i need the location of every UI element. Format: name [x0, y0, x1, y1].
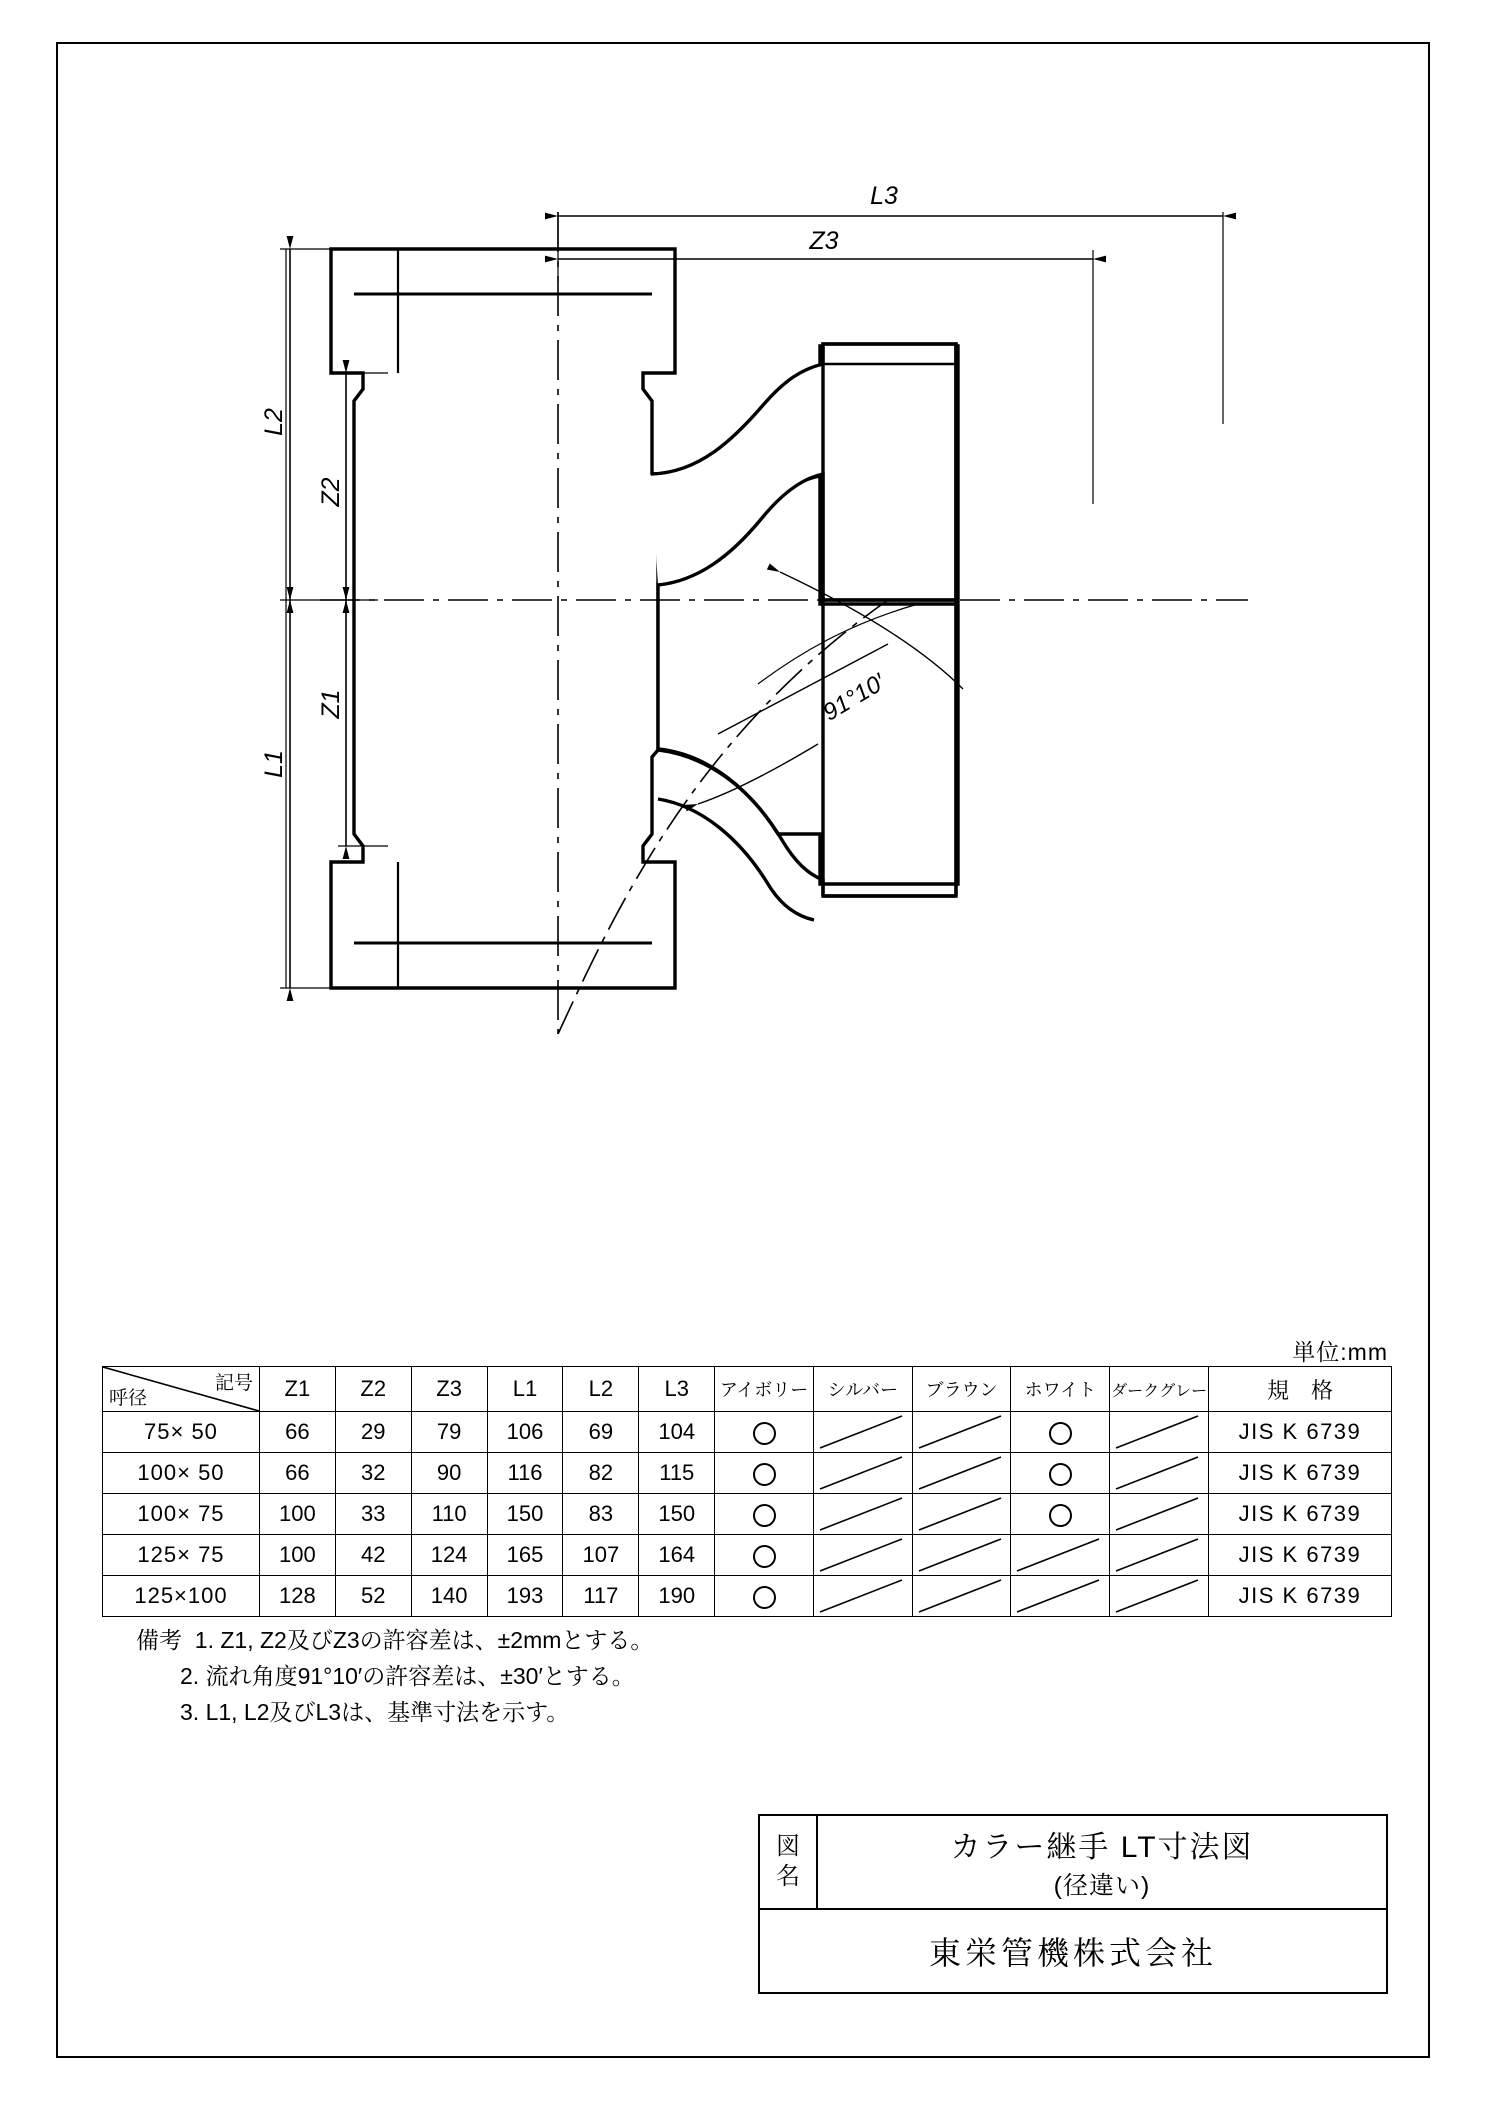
- cell-l1: 150: [487, 1494, 563, 1535]
- table-row: [103, 1453, 1392, 1494]
- drawing-sheet: [56, 42, 1430, 2058]
- availability-circle-icon: [753, 1463, 776, 1486]
- cell-color-silver: [813, 1412, 912, 1453]
- col-header-l3: L3: [639, 1367, 715, 1412]
- corner-nominal-label: 呼径: [109, 1388, 148, 1409]
- cell-standard: JIS K 6739: [1208, 1576, 1391, 1617]
- cell-l2: 83: [563, 1494, 639, 1535]
- drawing-title-line2: (径違い): [1053, 1872, 1151, 1900]
- technical-drawing: [58, 44, 1432, 1344]
- cell-z3: 79: [411, 1412, 487, 1453]
- cell-l2: 107: [563, 1535, 639, 1576]
- note-item-3: 3. L1, L2及びL3は、基準寸法を示す。: [180, 1699, 570, 1725]
- cell-z3: 90: [411, 1453, 487, 1494]
- cell-z1: 128: [259, 1576, 335, 1617]
- cell-color-white: [1011, 1535, 1110, 1576]
- title-block-label-line2: 名: [776, 1863, 800, 1890]
- cell-color-white: [1011, 1494, 1110, 1535]
- cell-l2: 82: [563, 1453, 639, 1494]
- availability-circle-icon: [1049, 1463, 1072, 1486]
- availability-circle-icon: [753, 1504, 776, 1527]
- cell-l1: 165: [487, 1535, 563, 1576]
- cell-l2: 69: [563, 1412, 639, 1453]
- note-item-1: 1. Z1, Z2及びZ3の許容差は、±2mmとする。: [194, 1627, 654, 1653]
- col-header-silver: シルバー: [813, 1367, 912, 1412]
- cell-l1: 193: [487, 1576, 563, 1617]
- availability-circle-icon: [753, 1545, 776, 1568]
- cell-color-brown: [912, 1453, 1011, 1494]
- dimension-label-L1: L1: [260, 750, 288, 778]
- col-header-white: ホワイト: [1011, 1367, 1110, 1412]
- cell-z3: 110: [411, 1494, 487, 1535]
- cell-color-silver: [813, 1453, 912, 1494]
- col-header-l2: L2: [563, 1367, 639, 1412]
- title-block-top: [760, 1816, 1386, 1910]
- cell-standard: JIS K 6739: [1208, 1535, 1391, 1576]
- cell-l1: 116: [487, 1453, 563, 1494]
- col-header-z3: Z3: [411, 1367, 487, 1412]
- cell-nominal-size: 75× 50: [103, 1412, 260, 1453]
- cell-l2: 117: [563, 1576, 639, 1617]
- cell-nominal-size: 125× 75: [103, 1535, 260, 1576]
- cell-standard: JIS K 6739: [1208, 1412, 1391, 1453]
- cell-color-brown: [912, 1535, 1011, 1576]
- cell-color-ivory: [715, 1453, 814, 1494]
- cell-color-ivory: [715, 1412, 814, 1453]
- cell-nominal-size: 125×100: [103, 1576, 260, 1617]
- col-header-standard: 規 格: [1208, 1367, 1391, 1412]
- cell-nominal-size: 100× 75: [103, 1494, 260, 1535]
- cell-standard: JIS K 6739: [1208, 1453, 1391, 1494]
- cell-z2: 52: [335, 1576, 411, 1617]
- col-header-ivory: アイボリー: [715, 1367, 814, 1412]
- cell-l3: 104: [639, 1412, 715, 1453]
- title-block-label-line1: 図: [776, 1833, 800, 1860]
- cell-color-darkgray: [1110, 1453, 1209, 1494]
- cell-z2: 32: [335, 1453, 411, 1494]
- cell-l3: 164: [639, 1535, 715, 1576]
- note-line-3: [180, 1694, 653, 1730]
- cell-l3: 115: [639, 1453, 715, 1494]
- cell-l3: 190: [639, 1576, 715, 1617]
- title-block-title: [818, 1816, 1386, 1908]
- col-header-darkgray: ダークグレー: [1110, 1367, 1209, 1412]
- specification-table: [102, 1366, 1392, 1617]
- col-header-z2: Z2: [335, 1367, 411, 1412]
- cell-z2: 33: [335, 1494, 411, 1535]
- cell-z1: 100: [259, 1494, 335, 1535]
- cell-color-darkgray: [1110, 1412, 1209, 1453]
- availability-circle-icon: [1049, 1422, 1072, 1445]
- cell-color-brown: [912, 1412, 1011, 1453]
- cell-color-white: [1011, 1412, 1110, 1453]
- cell-color-silver: [813, 1576, 912, 1617]
- cell-z2: 42: [335, 1535, 411, 1576]
- fitting-drawing-svg: [58, 44, 1432, 1344]
- table-corner-cell: [103, 1367, 260, 1412]
- title-block: [758, 1814, 1388, 1994]
- corner-symbol-label: 記号: [214, 1373, 253, 1394]
- availability-circle-icon: [753, 1422, 776, 1445]
- specification-table-body: [103, 1412, 1392, 1617]
- cell-color-darkgray: [1110, 1576, 1209, 1617]
- cell-color-white: [1011, 1453, 1110, 1494]
- cell-color-ivory: [715, 1535, 814, 1576]
- availability-circle-icon: [753, 1586, 776, 1609]
- note-line-1: [136, 1622, 653, 1658]
- cell-z1: 100: [259, 1535, 335, 1576]
- dimension-label-L2: L2: [260, 408, 288, 436]
- cell-color-silver: [813, 1494, 912, 1535]
- cell-color-brown: [912, 1494, 1011, 1535]
- cell-color-brown: [912, 1576, 1011, 1617]
- col-header-l1: L1: [487, 1367, 563, 1412]
- dimension-label-Z1: Z1: [317, 689, 345, 719]
- cell-color-white: [1011, 1576, 1110, 1617]
- table-row: [103, 1412, 1392, 1453]
- cell-z2: 29: [335, 1412, 411, 1453]
- specification-table-wrapper: [102, 1366, 1392, 1617]
- units-note: 単位:mm: [1292, 1339, 1388, 1365]
- col-header-brown: ブラウン: [912, 1367, 1011, 1412]
- cell-color-ivory: [715, 1576, 814, 1617]
- cell-l3: 150: [639, 1494, 715, 1535]
- table-row: [103, 1576, 1392, 1617]
- cell-color-darkgray: [1110, 1494, 1209, 1535]
- note-line-2: [180, 1658, 653, 1694]
- cell-color-ivory: [715, 1494, 814, 1535]
- cell-z3: 140: [411, 1576, 487, 1617]
- table-header-row: [103, 1367, 1392, 1412]
- dimension-label-Z2: Z2: [317, 477, 345, 507]
- angle-label: 91°10′: [818, 668, 891, 727]
- drawing-title-line1: カラー継手 LT寸法図: [950, 1831, 1254, 1864]
- cell-nominal-size: 100× 50: [103, 1453, 260, 1494]
- cell-standard: JIS K 6739: [1208, 1494, 1391, 1535]
- table-row: [103, 1535, 1392, 1576]
- cell-z1: 66: [259, 1453, 335, 1494]
- notes-block: [136, 1622, 653, 1730]
- title-block-label: [760, 1816, 818, 1908]
- dimension-label-L3: L3: [870, 182, 898, 210]
- col-header-z1: Z1: [259, 1367, 335, 1412]
- cell-z1: 66: [259, 1412, 335, 1453]
- availability-circle-icon: [1049, 1504, 1072, 1527]
- company-name: 東栄管機株式会社: [928, 1935, 1217, 1971]
- table-row: [103, 1494, 1392, 1535]
- note-item-2: 2. 流れ角度91°10′の許容差は、±30′とする。: [180, 1663, 635, 1689]
- dimension-label-Z3: Z3: [809, 227, 839, 255]
- notes-label: 備考: [136, 1627, 182, 1653]
- cell-l1: 106: [487, 1412, 563, 1453]
- cell-z3: 124: [411, 1535, 487, 1576]
- cell-color-silver: [813, 1535, 912, 1576]
- cell-color-darkgray: [1110, 1535, 1209, 1576]
